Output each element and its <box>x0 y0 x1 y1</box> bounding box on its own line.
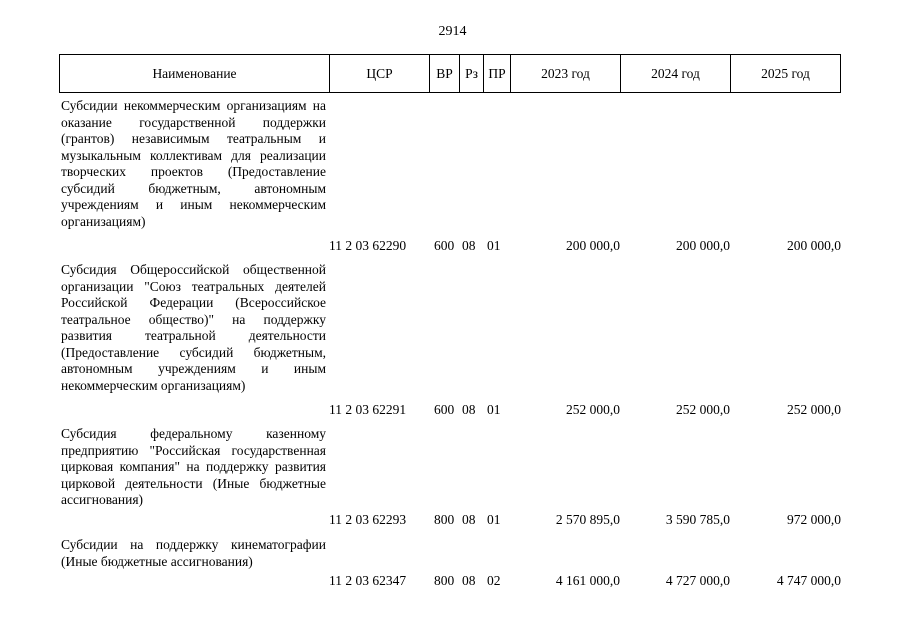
row-2025: 252 000,0 <box>787 401 841 417</box>
row-pr: 01 <box>487 511 501 527</box>
row-2024: 200 000,0 <box>676 237 730 253</box>
row-pr: 01 <box>487 237 501 253</box>
row-pr: 02 <box>487 572 501 588</box>
row-name: Субсидия Общероссийской общественной организации "Союз театральных деятелей Российской Федерации (Всероссийское театральное общество)" на поддержку развития театральной деятельности (Предоставление субсидий бюджетным, автономным учреждениям и иным некоммерческим организациям) <box>61 262 326 393</box>
header-pr: ПР <box>484 55 511 93</box>
table-row <box>0 262 905 418</box>
row-2024: 252 000,0 <box>676 401 730 417</box>
row-rz: 08 <box>462 572 476 588</box>
header-2025: 2025 год <box>731 55 841 93</box>
row-2023: 252 000,0 <box>566 401 620 417</box>
row-csr: 11 2 03 62291 <box>329 401 407 417</box>
header-2023: 2023 год <box>511 55 621 93</box>
table-row <box>0 537 905 589</box>
row-vr: 600 <box>434 237 455 253</box>
row-name: Субсидия федеральному казенному предприятию "Российская государственная цирковая компания" на поддержку развития цирковой деятельности (Иные бюджетные ассигнования) <box>61 426 326 507</box>
row-2023: 200 000,0 <box>566 237 620 253</box>
row-vr: 800 <box>434 572 455 588</box>
row-vr: 800 <box>434 511 455 527</box>
row-pr: 01 <box>487 401 501 417</box>
table-header <box>59 54 841 93</box>
row-csr: 11 2 03 62290 <box>329 237 407 253</box>
table-row <box>0 426 905 528</box>
row-csr: 11 2 03 62293 <box>329 511 407 527</box>
row-2024: 3 590 785,0 <box>665 511 730 527</box>
row-2023: 4 161 000,0 <box>555 572 620 588</box>
row-2025: 200 000,0 <box>787 237 841 253</box>
row-rz: 08 <box>462 511 476 527</box>
row-rz: 08 <box>462 237 476 253</box>
row-name: Субсидии на поддержку кинематографии (Иные бюджетные ассигнования) <box>61 537 326 569</box>
row-2025: 4 747 000,0 <box>776 572 841 588</box>
header-vr: ВР <box>430 55 460 93</box>
header-name: Наименование <box>60 55 330 93</box>
header-rz: Рз <box>460 55 484 93</box>
page-number: 2914 <box>438 24 467 39</box>
row-csr: 11 2 03 62347 <box>329 572 407 588</box>
row-vr: 600 <box>434 401 455 417</box>
row-rz: 08 <box>462 401 476 417</box>
row-2023: 2 570 895,0 <box>555 511 620 527</box>
row-name: Субсидии некоммерческим организациям на оказание государственной поддержки (грантов) независимым театральным и музыкальным коллективам для реализации творческих проектов (Предоставление субсидий бюджетным, автономным учреждениям и иным некоммерческим организациям) <box>61 98 326 229</box>
header-2024: 2024 год <box>621 55 731 93</box>
row-2025: 972 000,0 <box>787 511 841 527</box>
row-2024: 4 727 000,0 <box>665 572 730 588</box>
table-row <box>0 98 905 254</box>
header-csr: ЦСР <box>330 55 430 93</box>
